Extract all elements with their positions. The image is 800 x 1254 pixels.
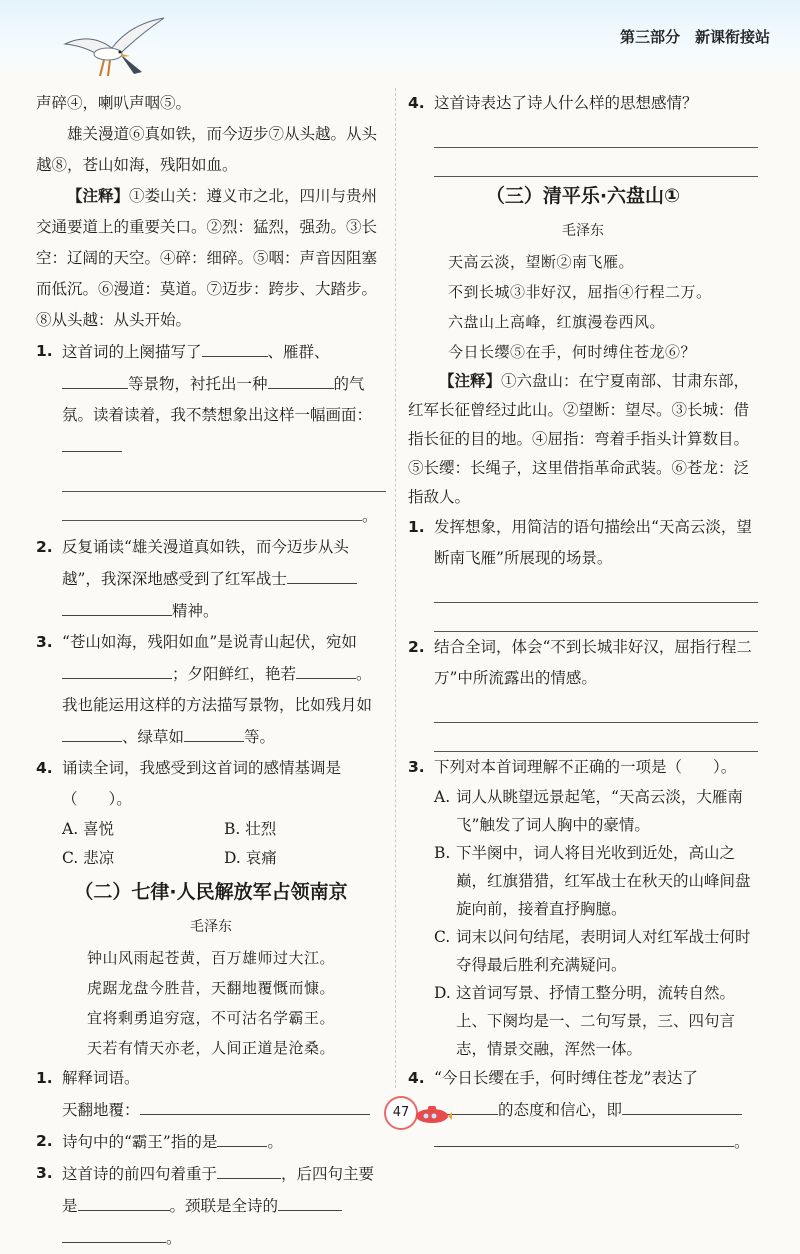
option-text: 词人从眺望远景起笔，“天高云淡，大雁南飞”触发了词人胸中的豪情。: [456, 788, 743, 834]
section-label: 第三部分 新课衔接站: [619, 28, 770, 46]
answer-blank[interactable]: [434, 1126, 734, 1147]
question-text: “今日长缨在手，何时缚住苍龙”表达了: [434, 1069, 698, 1087]
answer-blank[interactable]: [62, 658, 172, 679]
question-text: 。颈联是全诗的: [169, 1197, 279, 1215]
question-text: 的态度和信心，即: [498, 1101, 623, 1119]
answer-line[interactable]: [434, 148, 758, 177]
punctuation: 。: [267, 1133, 283, 1151]
answer-blank[interactable]: [62, 721, 122, 742]
question-text: 这首诗的前四句着重于: [62, 1165, 218, 1183]
answer-blank[interactable]: [202, 336, 268, 357]
option-text: 词末以问句结尾，表明词人对红军战士何时夺得最后胜利充满疑问。: [456, 928, 751, 974]
question-text: 发挥想象，用简洁的语句描绘出“天高云淡，望断南飞雁”所展现的场景。: [434, 518, 752, 567]
option-text: 这首词写景、抒情工整分明，流转自然。上、下阕均是一、二句写景，三、四句言志，情景交融，浑然一体。: [456, 984, 736, 1058]
poem-line: 不到长城③非好汉，屈指④行程二万。: [448, 283, 712, 301]
answer-blank[interactable]: [287, 563, 357, 584]
poem-line: 天若有情天亦老，人间正道是沧桑。: [86, 1039, 335, 1057]
punctuation: 。: [362, 507, 378, 525]
answer-blank[interactable]: [140, 1094, 370, 1115]
page-number: 47: [384, 1096, 418, 1130]
question-2-1: [36, 1063, 386, 1126]
answer-blank[interactable]: [268, 368, 334, 389]
option-letter: A.: [434, 788, 451, 806]
question-text: “苍山如海，残阳如血”是说青山起伏，宛如: [62, 633, 357, 651]
poem1-line: 雄关漫道⑥真如铁，而今迈步⑦从头越。从头越⑧，苍山如海，残阳如血。: [36, 125, 378, 174]
answer-blank[interactable]: [217, 1158, 281, 1179]
choice-options: [62, 815, 386, 873]
question-number: 4.: [36, 759, 53, 777]
question-number: 1.: [36, 342, 53, 360]
answer-blank[interactable]: [62, 595, 172, 616]
column-divider: [395, 88, 396, 1088]
question-number: 3.: [36, 1164, 53, 1182]
answer-blank[interactable]: [78, 1190, 170, 1211]
answer-line[interactable]: [62, 463, 386, 492]
submarine-icon: [412, 1104, 452, 1124]
question-text: 解释词语。: [62, 1069, 140, 1087]
choice-option[interactable]: C. 悲凉: [62, 849, 115, 867]
question-1: [36, 336, 386, 463]
question-number: 2.: [408, 638, 425, 656]
question-2-3: [36, 1158, 386, 1254]
poem-line: 虎踞龙盘今胜昔，天翻地覆慨而慷。: [86, 979, 335, 997]
answer-line[interactable]: [434, 694, 758, 723]
option-text: 下半阕中，词人将目光收到近处，高山之巅，红旗猎猎，红军战士在秋天的山峰间盘旋向前，接着直抒胸臆。: [456, 844, 751, 918]
term-label: 天翻地覆：: [62, 1101, 140, 1119]
choice-option[interactable]: [434, 979, 758, 1063]
choice-option[interactable]: D. 哀痛: [224, 849, 277, 867]
poem-line: 钟山风雨起苍黄，百万雄师过大江。: [86, 949, 335, 967]
answer-blank[interactable]: [62, 1222, 166, 1243]
notes-label: 【注释】: [439, 372, 502, 390]
notes-text: ①六盘山：在宁夏南部、甘肃东部，红军长征曾经过此山。②望断：望尽。③长城：借指长征的目的地。④屈指：弯着手指头计算数目。⑤长缨：长绳子，这里借指革命武装。⑥苍龙：泛指敌人。: [408, 372, 750, 506]
poem-line: 今日长缨⑤在手，何时缚住苍龙⑥？: [448, 343, 697, 361]
poem-title: （二）七律·人民解放军占领南京: [74, 881, 348, 903]
question-text: 这首诗表达了诗人什么样的思想感情？: [434, 94, 698, 112]
choice-option[interactable]: [434, 783, 758, 839]
notes-text: ①娄山关：遵义市之北，四川与贵州交通要道上的重要关口。②烈：猛烈，强劲。③长空：辽阔的天空。④碎：细碎。⑤咽：声音因阻塞而低沉。⑥漫道：莫道。⑦迈步：跨步、大踏步。⑧从头越：从头开始。: [36, 187, 378, 329]
poem-author: 毛泽东: [562, 223, 604, 239]
poem1-line: 声碎④，喇叭声咽⑤。: [36, 94, 192, 112]
question-text: 精神。: [172, 602, 219, 620]
notes-label: 【注释】: [67, 187, 130, 205]
choice-option[interactable]: B. 壮烈: [224, 820, 277, 838]
question-number: 4.: [408, 94, 425, 112]
poem-title: （三）清平乐·六盘山①: [485, 185, 681, 207]
page-header: [0, 0, 800, 78]
poem-line: 天高云淡，望断②南飞雁。: [448, 253, 635, 271]
question-text: ，后四句主要是: [62, 1165, 375, 1215]
answer-line[interactable]: [434, 723, 758, 752]
question-r1: [408, 512, 758, 574]
question-text: 。我也能运用这样的方法描写景物，比如残月如: [62, 665, 373, 714]
question-text: 这首词的上阕描写了: [62, 343, 202, 361]
answer-blank[interactable]: [62, 431, 122, 452]
answer-blank[interactable]: [217, 1126, 267, 1147]
answer-line[interactable]: [434, 603, 758, 632]
question-number: 1.: [36, 1069, 53, 1087]
question-r4b: [408, 1063, 758, 1158]
answer-blank[interactable]: [296, 658, 356, 679]
right-column: [408, 88, 758, 1158]
question-number: 2.: [36, 1132, 53, 1150]
choice-option[interactable]: [434, 923, 758, 979]
answer-line[interactable]: [62, 492, 362, 521]
notes3: [408, 367, 758, 512]
option-letter: C.: [434, 928, 451, 946]
question-number: 3.: [408, 758, 425, 776]
question-number: 2.: [36, 538, 53, 556]
question-text: 结合全词，体会“不到长城非好汉，屈指行程二万”中所流露出的情感。: [434, 638, 752, 687]
option-letter: D.: [434, 984, 451, 1002]
question-text: 诵读全词，我感受到这首词的感情基调是（ ）。: [62, 759, 342, 808]
question-number: 4.: [408, 1069, 425, 1087]
answer-blank[interactable]: [184, 721, 244, 742]
answer-line[interactable]: [434, 574, 758, 603]
option-letter: B.: [434, 844, 451, 862]
left-column: [36, 88, 386, 1254]
question-text: 等景物，衬托出一种: [128, 375, 268, 393]
question-2-2: [36, 1126, 386, 1158]
poem-line: 宜将剩勇追穷寇，不可沽名学霸王。: [86, 1009, 335, 1027]
answer-blank[interactable]: [622, 1094, 742, 1115]
punctuation: 。: [166, 1229, 182, 1247]
question-4: [36, 753, 386, 815]
question-number: 1.: [408, 518, 425, 536]
question-number: 3.: [36, 633, 53, 651]
poem-author: 毛泽东: [190, 919, 232, 935]
punctuation: 。: [734, 1133, 750, 1151]
answer-blank[interactable]: [278, 1190, 342, 1211]
question-2: [36, 532, 386, 627]
choice-option[interactable]: [434, 839, 758, 923]
question-text: 诗句中的“霸王”指的是: [62, 1133, 218, 1151]
notes1: [36, 181, 386, 336]
question-text: ；夕阳鲜红，艳若: [172, 665, 297, 683]
answer-line[interactable]: [434, 119, 758, 148]
question-text: 下列对本首词理解不正确的一项是（ ）。: [434, 758, 737, 776]
question-text: 反复诵读“雄关漫道真如铁，而今迈步从头越”，我深深地感受到了红军战士: [62, 538, 349, 588]
question-r2: [408, 632, 758, 694]
question-3: [36, 627, 386, 753]
choice-options: [434, 783, 758, 1063]
poem-line: 六盘山上高峰，红旗漫卷西风。: [448, 313, 666, 331]
question-text: 等。: [244, 728, 276, 746]
answer-blank[interactable]: [62, 368, 128, 389]
seagull-icon: [60, 14, 170, 84]
question-text: 的气氛。读着读着，我不禁想象出这样一幅画面：: [62, 375, 373, 424]
question-text: 、绿草如: [122, 728, 185, 746]
question-r4: [408, 88, 758, 119]
choice-option[interactable]: A. 喜悦: [62, 820, 115, 838]
question-r3: [408, 752, 758, 783]
question-text: 、雁群、: [267, 343, 330, 361]
